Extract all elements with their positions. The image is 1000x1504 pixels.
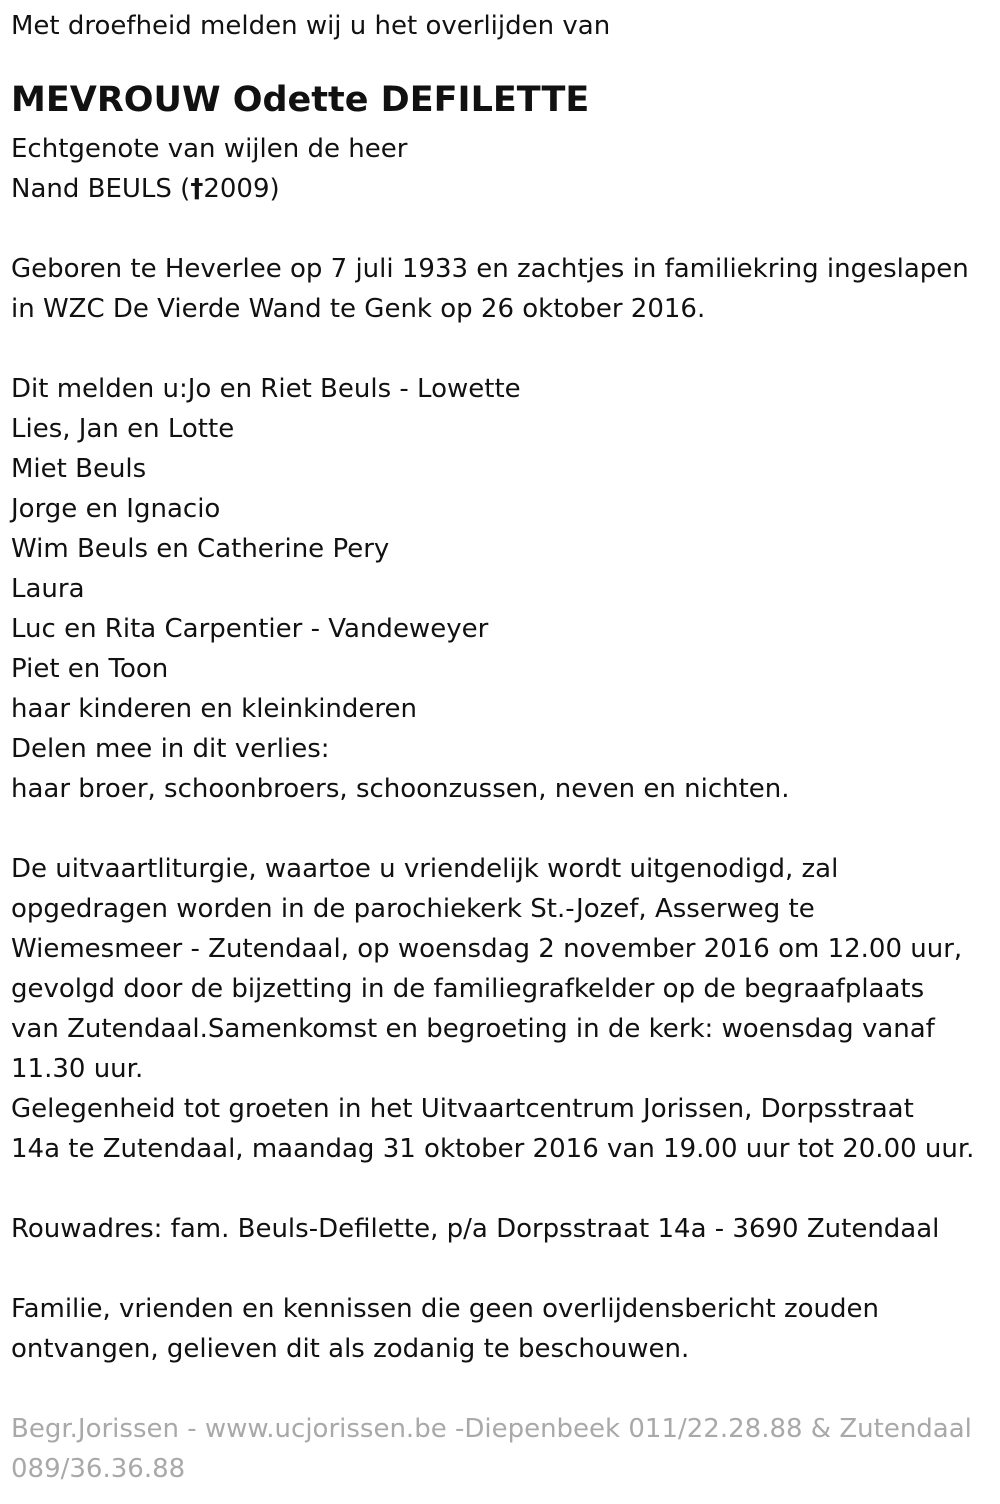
intro-text: Met droefheid melden wij u het overlijden van [11, 11, 611, 41]
mourning-address: Rouwadres: fam. Beuls-Defilette, p/a Dorpsstraat 14a - 3690 Zutendaal [11, 1214, 940, 1244]
spacer [11, 1369, 991, 1409]
family-line: Laura [11, 574, 85, 604]
funeral-line: Gelegenheid tot groeten in het Uitvaartcentrum Jorissen, Dorpsstraat [11, 1094, 914, 1124]
spacer [11, 809, 991, 849]
funeral-line: opgedragen worden in de parochiekerk St.-Jozef, Asserweg te [11, 894, 815, 924]
spacer [11, 329, 991, 369]
family-line: Wim Beuls en Catherine Pery [11, 534, 390, 564]
funeral-line: 14a te Zutendaal, maandag 31 oktober 2016 van 19.00 uur tot 20.00 uur. [11, 1134, 975, 1164]
notice-line: Familie, vrienden en kennissen die geen overlijdensbericht zouden [11, 1294, 879, 1324]
family-line: Luc en Rita Carpentier - Vandeweyer [11, 614, 489, 644]
obituary-notice [11, 0, 991, 1489]
deceased-name: MEVROUW Odette DEFILETTE [11, 80, 590, 120]
funeral-line: Wiemesmeer - Zutendaal, op woensdag 2 november 2016 om 12.00 uur, [11, 934, 963, 964]
footer-line-2: 089/36.36.88 [11, 1454, 186, 1484]
birth-line-2: in WZC De Vierde Wand te Genk op 26 oktober 2016. [11, 294, 706, 324]
family-line: haar broer, schoonbroers, schoonzussen, neven en nichten. [11, 774, 790, 804]
spouse-death-year: 2009) [203, 174, 280, 204]
spouse-line-1: Echtgenote van wijlen de heer [11, 134, 408, 164]
spacer [11, 1249, 991, 1289]
family-line: Lies, Jan en Lotte [11, 414, 235, 444]
birth-line-1: Geboren te Heverlee op 7 juli 1933 en zachtjes in familiekring ingeslapen [11, 254, 969, 284]
family-line: Delen mee in dit verlies: [11, 734, 330, 764]
funeral-line: De uitvaartliturgie, waartoe u vriendelijk wordt uitgenodigd, zal [11, 854, 839, 884]
family-line: Dit melden u:Jo en Riet Beuls - Lowette [11, 374, 521, 404]
spacer [11, 1169, 991, 1209]
family-line: Jorge en Ignacio [11, 494, 221, 524]
notice-line: ontvangen, gelieven dit als zodanig te beschouwen. [11, 1334, 690, 1364]
funeral-line: 11.30 uur. [11, 1054, 144, 1084]
footer-line-1: Begr.Jorissen - www.ucjorissen.be -Diepenbeek 011/22.28.88 & Zutendaal [11, 1414, 972, 1444]
cross-icon: † [190, 174, 204, 204]
spouse-line-2 [11, 169, 991, 209]
spacer [11, 209, 991, 249]
funeral-line: van Zutendaal.Samenkomst en begroeting in de kerk: woensdag vanaf [11, 1014, 935, 1044]
funeral-line: gevolgd door de bijzetting in de familiegrafkelder op de begraafplaats [11, 974, 925, 1004]
family-line: Miet Beuls [11, 454, 147, 484]
family-line: haar kinderen en kleinkinderen [11, 694, 417, 724]
spouse-name: Nand BEULS ( [11, 174, 191, 204]
family-line: Piet en Toon [11, 654, 169, 684]
